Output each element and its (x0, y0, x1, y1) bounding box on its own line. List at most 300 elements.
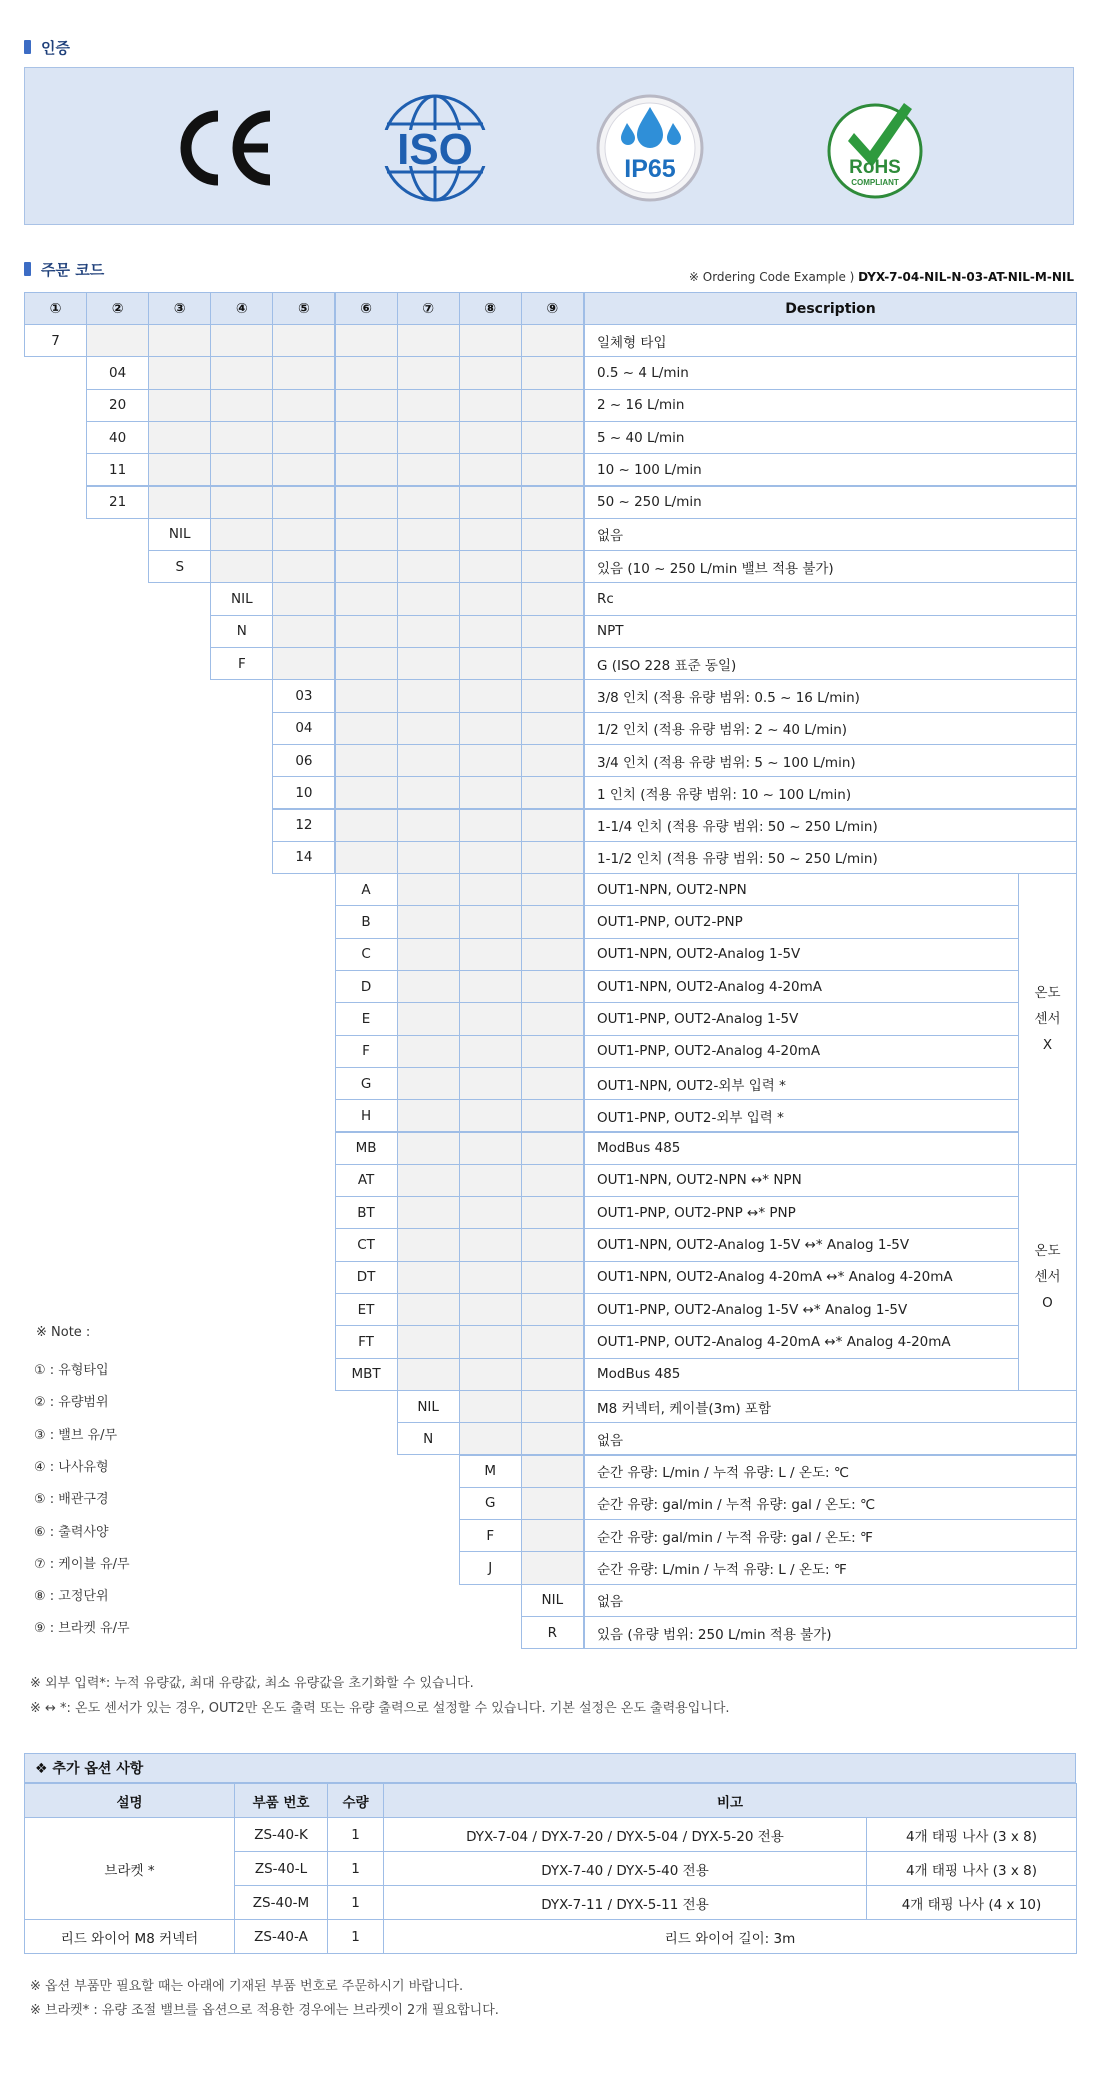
empty-cell (335, 421, 398, 454)
empty-cell (335, 776, 398, 809)
empty-cell (459, 615, 522, 648)
empty-cell (272, 453, 335, 486)
qty-cell: 1 (327, 1851, 384, 1886)
description-cell: 3/4 인치 (적용 유량 범위: 5 ~ 100 L/min) (584, 744, 1077, 777)
empty-cell (397, 1132, 460, 1165)
empty-cell (272, 356, 335, 389)
ip65-logo-text: IP65 (624, 155, 676, 183)
compat-cell: DYX-7-11 / DYX-5-11 전용 (383, 1885, 867, 1920)
section-marker-icon (24, 40, 31, 54)
footnote: ※ 외부 입력*: 누적 유량값, 최대 유량값, 최소 유량값을 초기화할 수 있습니다. (30, 1676, 474, 1691)
empty-cell (459, 582, 522, 615)
empty-cell (521, 356, 584, 389)
empty-cell (397, 1099, 460, 1132)
empty-cell (459, 905, 522, 938)
empty-cell (397, 356, 460, 389)
rohs-logo-text: RoHS (849, 157, 901, 178)
empty-cell (397, 1196, 460, 1229)
empty-cell (148, 486, 211, 519)
ordering-example (689, 270, 1074, 284)
empty-cell (521, 841, 584, 874)
header-col-9: ⑨ (521, 292, 584, 325)
addon-header-remark: 비고 (383, 1783, 1077, 1818)
empty-cell (459, 324, 522, 357)
code-cell: FT (335, 1325, 398, 1358)
code-cell: B (335, 905, 398, 938)
empty-cell (521, 518, 584, 551)
code-cell: 11 (86, 453, 149, 486)
empty-cell (521, 647, 584, 680)
empty-cell (521, 1228, 584, 1261)
code-cell: J (459, 1551, 522, 1584)
code-cell: 06 (272, 744, 335, 777)
empty-cell (459, 1422, 522, 1455)
empty-cell (459, 647, 522, 680)
description-cell: 없음 (584, 1584, 1077, 1617)
description-cell: ModBus 485 (584, 1358, 1019, 1391)
temp-sensor-group-label (1018, 1164, 1077, 1391)
code-cell: DT (335, 1261, 398, 1294)
empty-cell (397, 744, 460, 777)
code-cell: N (210, 615, 273, 648)
empty-cell (459, 1358, 522, 1391)
empty-cell (459, 1390, 522, 1423)
empty-cell (521, 324, 584, 357)
empty-cell (521, 744, 584, 777)
empty-cell (521, 1422, 584, 1455)
code-cell: NIL (210, 582, 273, 615)
description-cell: OUT1-PNP, OUT2-Analog 4-20mA (584, 1035, 1019, 1068)
empty-cell (272, 647, 335, 680)
empty-cell (397, 647, 460, 680)
empty-cell (272, 389, 335, 422)
ce-logo-icon (170, 108, 280, 188)
rohs-logo-subtext: COMPLIANT (851, 178, 899, 187)
empty-cell (521, 1099, 584, 1132)
part-number-cell: ZS-40-L (234, 1851, 328, 1886)
iso-logo-icon (375, 88, 495, 208)
empty-cell (521, 1196, 584, 1229)
empty-cell (459, 1067, 522, 1100)
empty-cell (397, 1358, 460, 1391)
screw-cell: 4개 태핑 나사 (3 x 8) (866, 1817, 1077, 1852)
note-item: ② : 유량범위 (34, 1395, 109, 1411)
empty-cell (521, 1551, 584, 1584)
empty-cell (397, 421, 460, 454)
empty-cell (210, 486, 273, 519)
code-cell: S (148, 550, 211, 583)
empty-cell (335, 486, 398, 519)
empty-cell (521, 712, 584, 745)
empty-cell (397, 550, 460, 583)
description-cell: OUT1-PNP, OUT2-외부 입력 * (584, 1099, 1019, 1132)
empty-cell (397, 615, 460, 648)
code-cell: G (335, 1067, 398, 1100)
rohs-logo-icon (820, 93, 930, 203)
empty-cell (521, 389, 584, 422)
description-cell: NPT (584, 615, 1077, 648)
empty-cell (397, 486, 460, 519)
empty-cell (272, 421, 335, 454)
empty-cell (521, 1358, 584, 1391)
description-cell: 1 인치 (적용 유량 범위: 10 ~ 100 L/min) (584, 776, 1077, 809)
code-cell: M (459, 1455, 522, 1488)
empty-cell (397, 389, 460, 422)
code-cell: 20 (86, 389, 149, 422)
empty-cell (397, 1035, 460, 1068)
note-item: ⑤ : 배관구경 (34, 1492, 109, 1508)
description-cell: 0.5 ~ 4 L/min (584, 356, 1077, 389)
empty-cell (521, 1390, 584, 1423)
code-cell: H (335, 1099, 398, 1132)
description-cell: OUT1-PNP, OUT2-Analog 1-5V (584, 1002, 1019, 1035)
empty-cell (210, 453, 273, 486)
header-col-6: ⑥ (335, 292, 398, 325)
empty-cell (521, 1132, 584, 1165)
note-item: ③ : 밸브 유/무 (34, 1427, 118, 1443)
note-item: ⑧ : 고정단위 (34, 1589, 109, 1605)
empty-cell (397, 1164, 460, 1197)
empty-cell (86, 324, 149, 357)
empty-cell (397, 518, 460, 551)
empty-cell (459, 1325, 522, 1358)
empty-cell (521, 615, 584, 648)
header-col-3: ③ (148, 292, 211, 325)
empty-cell (459, 679, 522, 712)
code-cell: BT (335, 1196, 398, 1229)
empty-cell (335, 324, 398, 357)
empty-cell (335, 582, 398, 615)
empty-cell (521, 679, 584, 712)
part-number-cell: ZS-40-K (234, 1817, 328, 1852)
code-cell: A (335, 873, 398, 906)
addon-header-qty: 수량 (327, 1783, 384, 1818)
header-col-1: ① (24, 292, 87, 325)
order-section-title (24, 259, 104, 280)
empty-cell (397, 873, 460, 906)
empty-cell (459, 1261, 522, 1294)
empty-cell (397, 712, 460, 745)
empty-cell (272, 582, 335, 615)
code-cell: 21 (86, 486, 149, 519)
empty-cell (272, 550, 335, 583)
empty-cell (459, 1293, 522, 1326)
code-cell: N (397, 1422, 460, 1455)
empty-cell (459, 776, 522, 809)
empty-cell (459, 1035, 522, 1068)
empty-cell (335, 615, 398, 648)
empty-cell (397, 453, 460, 486)
empty-cell (521, 809, 584, 842)
empty-cell (397, 905, 460, 938)
code-cell: CT (335, 1228, 398, 1261)
empty-cell (459, 453, 522, 486)
code-cell: 10 (272, 776, 335, 809)
empty-cell (272, 615, 335, 648)
code-cell: G (459, 1487, 522, 1520)
iso-logo-text: ISO (397, 125, 473, 174)
empty-cell (210, 421, 273, 454)
lead-wire-desc-cell: 리드 와이어 M8 커넥터 (24, 1919, 235, 1954)
empty-cell (521, 970, 584, 1003)
description-cell: OUT1-NPN, OUT2-Analog 4-20mA (584, 970, 1019, 1003)
empty-cell (459, 744, 522, 777)
cert-title-text: 인증 (41, 39, 70, 57)
empty-cell (459, 841, 522, 874)
empty-cell (148, 324, 211, 357)
description-cell: 있음 (유량 범위: 250 L/min 적용 불가) (584, 1616, 1077, 1649)
code-cell: R (521, 1616, 584, 1649)
ordering-code-table (24, 292, 1076, 1662)
empty-cell (397, 841, 460, 874)
empty-cell (210, 389, 273, 422)
code-cell: 03 (272, 679, 335, 712)
empty-cell (397, 938, 460, 971)
code-cell: 12 (272, 809, 335, 842)
code-cell: AT (335, 1164, 398, 1197)
empty-cell (459, 1002, 522, 1035)
description-cell: 없음 (584, 1422, 1077, 1455)
description-cell: G (ISO 228 표준 동일) (584, 647, 1077, 680)
empty-cell (148, 389, 211, 422)
empty-cell (397, 1067, 460, 1100)
empty-cell (148, 356, 211, 389)
code-cell: F (210, 647, 273, 680)
part-number-cell: ZS-40-A (234, 1919, 328, 1954)
header-col-5: ⑤ (272, 292, 335, 325)
description-cell: 2 ~ 16 L/min (584, 389, 1077, 422)
description-cell: 순간 유량: L/min / 누적 유량: L / 온도: ℃ (584, 1455, 1077, 1488)
screw-cell: 4개 태핑 나사 (4 x 10) (866, 1885, 1077, 1920)
description-cell: 50 ~ 250 L/min (584, 486, 1077, 519)
ordering-example-prefix: ※ Ordering Code Example ) (688, 270, 859, 284)
code-cell: NIL (397, 1390, 460, 1423)
empty-cell (521, 1002, 584, 1035)
code-cell: MBT (335, 1358, 398, 1391)
empty-cell (272, 324, 335, 357)
empty-cell (521, 1261, 584, 1294)
empty-cell (272, 518, 335, 551)
description-cell: OUT1-PNP, OUT2-Analog 1-5V ↔* Analog 1-5V (584, 1293, 1019, 1326)
description-cell: 순간 유량: L/min / 누적 유량: L / 온도: ℉ (584, 1551, 1077, 1584)
description-cell: OUT1-NPN, OUT2-외부 입력 * (584, 1067, 1019, 1100)
empty-cell (459, 1228, 522, 1261)
empty-cell (459, 1099, 522, 1132)
cert-logo-panel (24, 67, 1074, 225)
addon-header-desc: 설명 (24, 1783, 235, 1818)
cert-section-title (24, 37, 70, 58)
addon-title: ❖ 추가 옵션 사항 (24, 1753, 1076, 1783)
empty-cell (335, 389, 398, 422)
empty-cell (521, 1164, 584, 1197)
note-item: ⑥ : 출력사양 (34, 1524, 109, 1540)
empty-cell (335, 679, 398, 712)
description-cell: ModBus 485 (584, 1132, 1019, 1165)
description-cell: 일체형 타입 (584, 324, 1077, 357)
empty-cell (335, 712, 398, 745)
empty-cell (148, 421, 211, 454)
description-cell: 순간 유량: gal/min / 누적 유량: gal / 온도: ℉ (584, 1519, 1077, 1552)
empty-cell (521, 1519, 584, 1552)
empty-cell (335, 647, 398, 680)
empty-cell (459, 1164, 522, 1197)
description-cell: 3/8 인치 (적용 유량 범위: 0.5 ~ 16 L/min) (584, 679, 1077, 712)
header-col-8: ⑧ (459, 292, 522, 325)
empty-cell (148, 453, 211, 486)
empty-cell (397, 582, 460, 615)
empty-cell (397, 324, 460, 357)
footnote: ※ ↔ *: 온도 센서가 있는 경우, OUT2만 온도 출력 또는 유량 출력으로 설정할 수 있습니다. 기본 설정은 온도 출력용입니다. (30, 1701, 730, 1716)
empty-cell (459, 486, 522, 519)
description-cell: 없음 (584, 518, 1077, 551)
empty-cell (521, 1325, 584, 1358)
lead-wire-note-cell: 리드 와이어 길이: 3m (383, 1919, 1077, 1954)
empty-cell (210, 518, 273, 551)
code-cell: F (459, 1519, 522, 1552)
empty-cell (521, 905, 584, 938)
empty-cell (335, 744, 398, 777)
empty-cell (521, 938, 584, 971)
header-description: Description (584, 292, 1077, 325)
empty-cell (521, 1487, 584, 1520)
empty-cell (521, 582, 584, 615)
empty-cell (335, 518, 398, 551)
temp-sensor-group-text: 온도 센서 X (1034, 984, 1061, 1053)
code-cell: D (335, 970, 398, 1003)
empty-cell (459, 873, 522, 906)
description-cell: OUT1-NPN, OUT2-Analog 1-5V ↔* Analog 1-5V (584, 1228, 1019, 1261)
empty-cell (521, 1293, 584, 1326)
compat-cell: DYX-7-04 / DYX-7-20 / DYX-5-04 / DYX-5-20 전용 (383, 1817, 867, 1852)
empty-cell (272, 486, 335, 519)
empty-cell (459, 389, 522, 422)
code-cell: ET (335, 1293, 398, 1326)
compat-cell: DYX-7-40 / DYX-5-40 전용 (383, 1851, 867, 1886)
empty-cell (459, 421, 522, 454)
empty-cell (397, 679, 460, 712)
header-col-7: ⑦ (397, 292, 460, 325)
empty-cell (210, 550, 273, 583)
empty-cell (335, 841, 398, 874)
empty-cell (397, 1325, 460, 1358)
empty-cell (521, 550, 584, 583)
bracket-label-cell: 브라켓 * (24, 1817, 235, 1920)
description-cell: 5 ~ 40 L/min (584, 421, 1077, 454)
qty-cell: 1 (327, 1919, 384, 1954)
code-cell: 7 (24, 324, 87, 357)
code-cell: NIL (148, 518, 211, 551)
code-cell: NIL (521, 1584, 584, 1617)
empty-cell (397, 1293, 460, 1326)
code-cell: 04 (86, 356, 149, 389)
ordering-example-code: DYX-7-04-NIL-N-03-AT-NIL-M-NIL (858, 270, 1074, 284)
code-cell: F (335, 1035, 398, 1068)
empty-cell (459, 712, 522, 745)
part-number-cell: ZS-40-M (234, 1885, 328, 1920)
code-cell: 04 (272, 712, 335, 745)
empty-cell (521, 1035, 584, 1068)
empty-cell (335, 453, 398, 486)
empty-cell (397, 1228, 460, 1261)
empty-cell (335, 809, 398, 842)
qty-cell: 1 (327, 1817, 384, 1852)
description-cell: 순간 유량: gal/min / 누적 유량: gal / 온도: ℃ (584, 1487, 1077, 1520)
description-cell: 1/2 인치 (적용 유량 범위: 2 ~ 40 L/min) (584, 712, 1077, 745)
description-cell: OUT1-NPN, OUT2-NPN ↔* NPN (584, 1164, 1019, 1197)
note-item: ④ : 나사유형 (34, 1459, 109, 1475)
empty-cell (210, 356, 273, 389)
addon-header-part: 부품 번호 (234, 1783, 328, 1818)
description-cell: 1-1/2 인치 (적용 유량 범위: 50 ~ 250 L/min) (584, 841, 1077, 874)
section-marker-icon (24, 262, 31, 276)
addon-footnote: ※ 옵션 부품만 필요할 때는 아래에 기재된 부품 번호로 주문하시기 바랍니다. (30, 1979, 464, 1994)
header-col-4: ④ (210, 292, 273, 325)
empty-cell (521, 421, 584, 454)
empty-cell (459, 356, 522, 389)
empty-cell (521, 453, 584, 486)
description-cell: OUT1-NPN, OUT2-NPN (584, 873, 1019, 906)
header-col-2: ② (86, 292, 149, 325)
description-cell: OUT1-NPN, OUT2-Analog 1-5V (584, 938, 1019, 971)
description-cell: OUT1-NPN, OUT2-Analog 4-20mA ↔* Analog 4-20mA (584, 1261, 1019, 1294)
description-cell: M8 커넥터, 케이블(3m) 포함 (584, 1390, 1077, 1423)
empty-cell (397, 970, 460, 1003)
code-cell: 14 (272, 841, 335, 874)
qty-cell: 1 (327, 1885, 384, 1920)
screw-cell: 4개 태핑 나사 (3 x 8) (866, 1851, 1077, 1886)
code-cell: E (335, 1002, 398, 1035)
description-cell: 있음 (10 ~ 250 L/min 밸브 적용 불가) (584, 550, 1077, 583)
note-item: ⑦ : 케이블 유/무 (34, 1556, 130, 1572)
empty-cell (459, 518, 522, 551)
empty-cell (459, 970, 522, 1003)
description-cell: 1-1/4 인치 (적용 유량 범위: 50 ~ 250 L/min) (584, 809, 1077, 842)
code-cell: MB (335, 1132, 398, 1165)
order-title-text: 주문 코드 (41, 261, 105, 279)
addon-footnote: ※ 브라켓* : 유량 조절 밸브를 옵션으로 적용한 경우에는 브라켓이 2개 필요합니다. (30, 2003, 499, 2018)
empty-cell (397, 1261, 460, 1294)
code-cell: 40 (86, 421, 149, 454)
empty-cell (521, 873, 584, 906)
empty-cell (335, 550, 398, 583)
description-cell: OUT1-PNP, OUT2-PNP ↔* PNP (584, 1196, 1019, 1229)
temp-sensor-group-label (1018, 873, 1077, 1165)
note-item: ⑨ : 브라켓 유/무 (34, 1621, 130, 1637)
empty-cell (521, 1067, 584, 1100)
empty-cell (459, 809, 522, 842)
empty-cell (521, 1455, 584, 1488)
description-cell: 10 ~ 100 L/min (584, 453, 1077, 486)
note-item: ① : 유형타입 (34, 1363, 109, 1378)
empty-cell (521, 486, 584, 519)
empty-cell (459, 1196, 522, 1229)
empty-cell (459, 550, 522, 583)
description-cell: OUT1-PNP, OUT2-Analog 4-20mA ↔* Analog 4-20mA (584, 1325, 1019, 1358)
description-cell: Rc (584, 582, 1077, 615)
empty-cell (397, 776, 460, 809)
empty-cell (210, 324, 273, 357)
empty-cell (397, 809, 460, 842)
empty-cell (521, 776, 584, 809)
description-cell: OUT1-PNP, OUT2-PNP (584, 905, 1019, 938)
code-cell: C (335, 938, 398, 971)
ip65-logo-icon (595, 93, 705, 203)
temp-sensor-group-text: 온도 센서 O (1034, 1243, 1061, 1312)
empty-cell (459, 1132, 522, 1165)
empty-cell (459, 938, 522, 971)
empty-cell (335, 356, 398, 389)
note-title: ※ Note : (36, 1325, 91, 1340)
